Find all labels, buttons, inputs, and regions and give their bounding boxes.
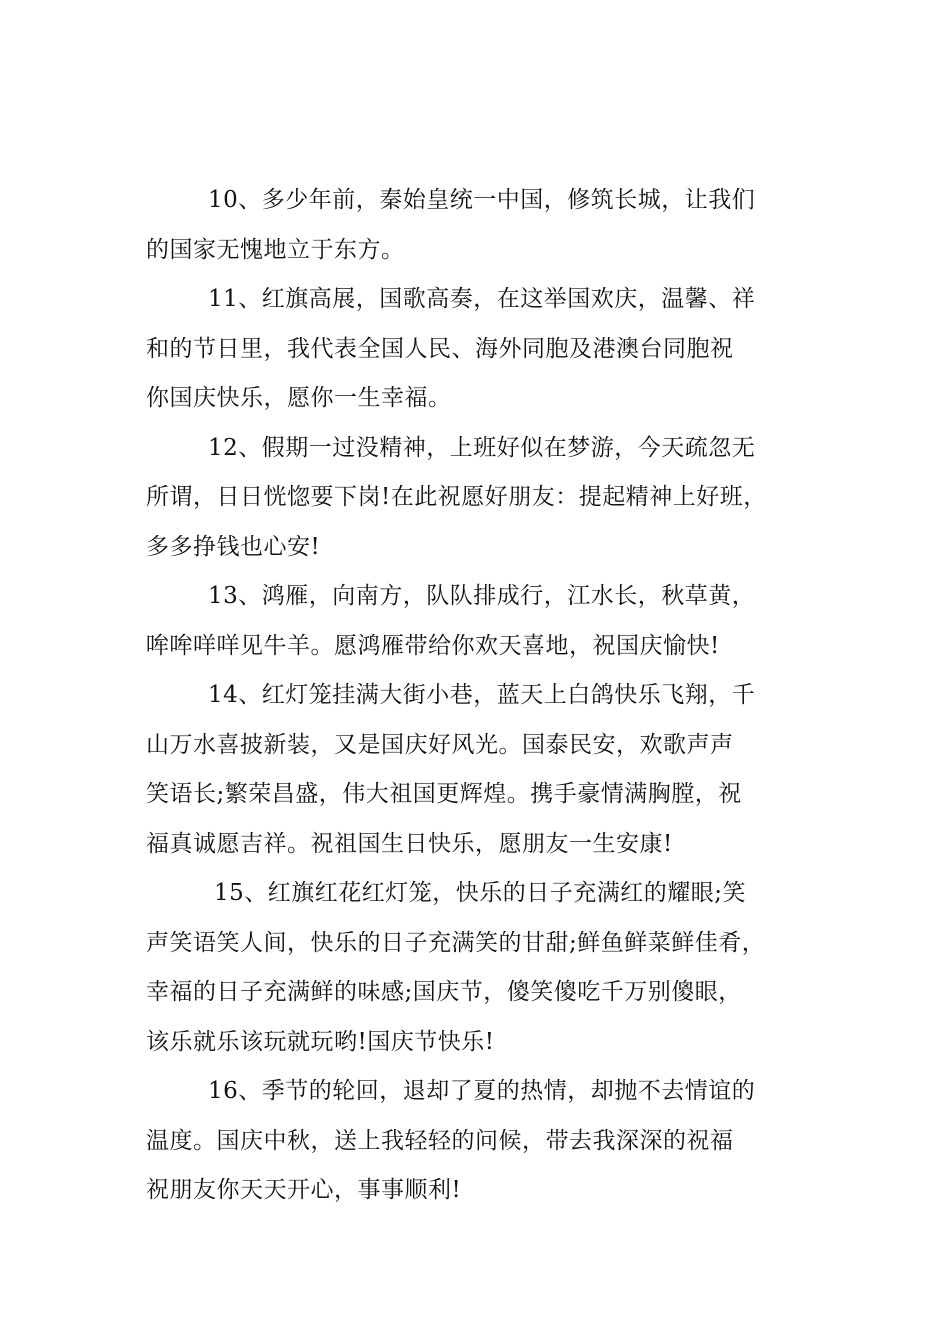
paragraph-15	[146, 869, 816, 1067]
paragraph-line: 12、假期一过没精神，上班好似在梦游，今天疏忽无	[208, 434, 756, 461]
document-body	[146, 176, 816, 1216]
paragraph-line: 16、季节的轮回，退却了夏的热情，却抛不去情谊的	[208, 1078, 756, 1104]
paragraph-line: 的国家无愧地立于东方。	[146, 236, 405, 263]
paragraph-line: 14、红灯笼挂满大街小巷，蓝天上白鸽快乐飞翔，千	[208, 682, 756, 708]
paragraph-line: 声笑语笑人间，快乐的日子充满笑的甘甜;鲜鱼鲜菜鲜佳肴，	[146, 929, 766, 956]
paragraph-line: 山万水喜披新装，又是国庆好风光。国泰民安，欢歌声声	[146, 731, 734, 758]
paragraph-line: 15、红旗红花红灯笼，快乐的日子充满红的耀眼;笑	[214, 880, 747, 906]
paragraph-line: 和的节日里，我代表全国人民、海外同胞及港澳台同胞祝	[146, 335, 734, 362]
paragraph-line: 祝朋友你天天开心，事事顺利!	[146, 1177, 462, 1203]
paragraph-13	[146, 572, 816, 671]
paragraph-line: 笑语长;繁荣昌盛，伟大祖国更辉煌。携手豪情满胸膛，祝	[146, 781, 742, 807]
paragraph-11	[146, 275, 816, 424]
paragraph-line: 11、红旗高展，国歌高奏，在这举国欢庆，温馨、祥	[208, 286, 756, 312]
paragraph-line: 多多挣钱也心安!	[146, 533, 321, 560]
paragraph-line: 该乐就乐该玩就玩哟!国庆节快乐!	[146, 1028, 495, 1055]
paragraph-line: 哞哞咩咩见牛羊。愿鸿雁带给你欢天喜地，祝国庆愉快!	[146, 632, 720, 659]
paragraph-16	[146, 1067, 816, 1216]
paragraph-line: 你国庆快乐，愿你一生幸福。	[146, 385, 452, 411]
paragraph-10	[146, 176, 816, 275]
paragraph-line: 温度。国庆中秋，送上我轻轻的问候，带去我深深的祝福	[146, 1127, 734, 1154]
paragraph-line: 13、鸿雁，向南方，队队排成行，江水长，秋草黄，	[208, 583, 756, 609]
paragraph-14	[146, 671, 816, 869]
paragraph-12	[146, 424, 816, 573]
paragraph-line: 福真诚愿吉祥。祝祖国生日快乐，愿朋友一生安康!	[146, 830, 673, 857]
paragraph-line: 10、多少年前，秦始皇统一中国，修筑长城，让我们	[208, 187, 756, 213]
paragraph-line: 所谓，日日恍惚要下岗!在此祝愿好朋友：提起精神上好班，	[146, 484, 767, 510]
paragraph-line: 幸福的日子充满鲜的味感;国庆节，傻笑傻吃千万别傻眼，	[146, 979, 742, 1005]
